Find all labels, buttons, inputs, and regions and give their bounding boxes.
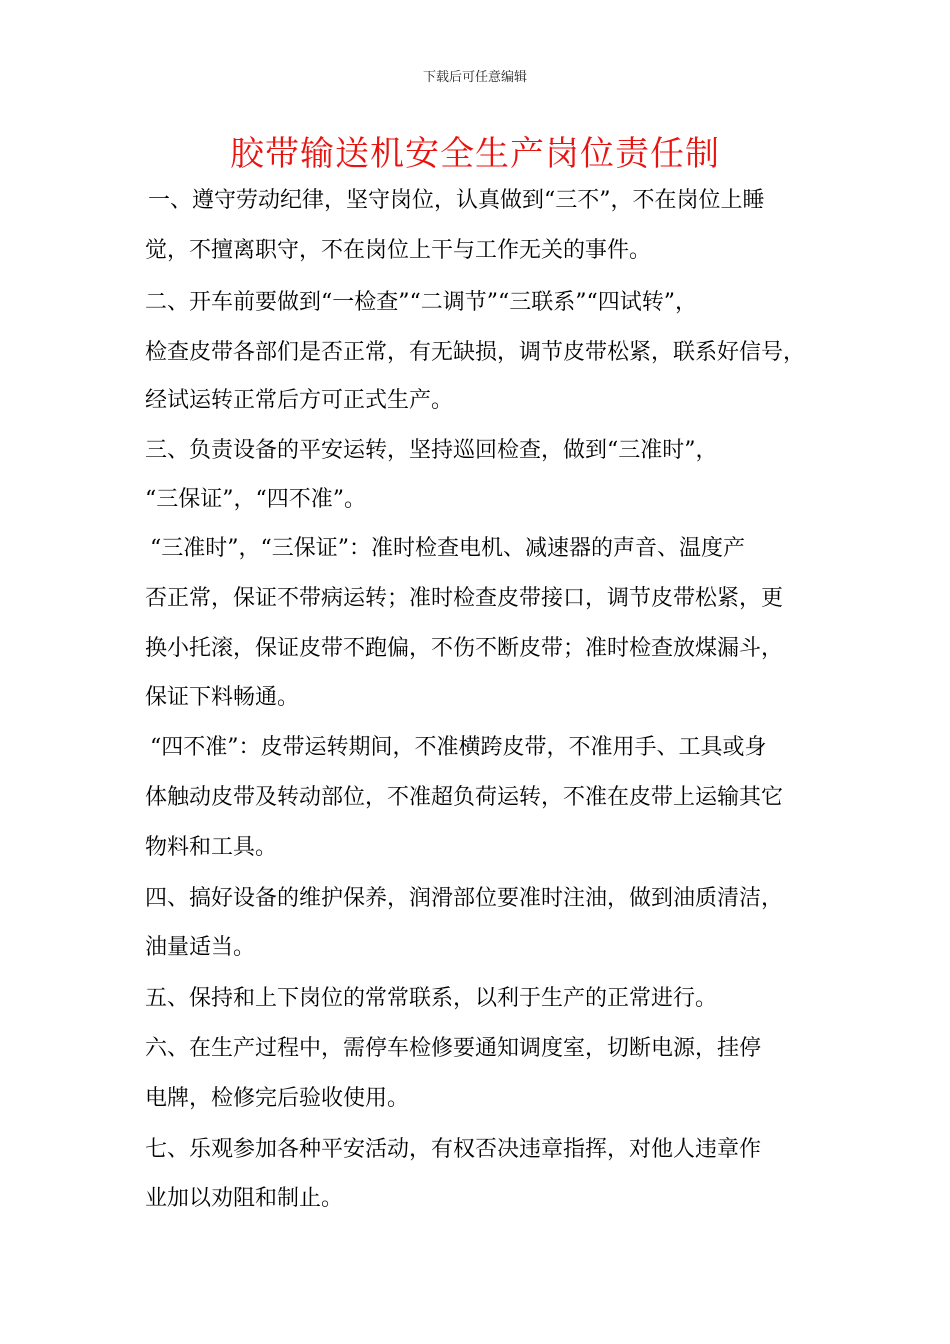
- text-line: 否正常，保证不带病运转；准时检查皮带接口，调节皮带松紧，更: [145, 586, 784, 611]
- text-line: 六、在生产过程中，需停车检修要通知调度室，切断电源，挂停: [145, 1036, 762, 1061]
- text-line: 二、开车前要做到“一检查”“二调节”“三联系”“四试转”，: [145, 290, 697, 315]
- text-line: 一、遵守劳动纪律，坚守岗位，认真做到“三不”，不在岗位上睡: [148, 188, 765, 213]
- text-line: 油量适当。: [145, 935, 256, 960]
- text-line: 业加以劝阻和制止。: [145, 1186, 344, 1211]
- text-line: 觉，不擅离职守，不在岗位上干与工作无关的事件。: [145, 238, 652, 263]
- text-line: “四不准”：皮带运转期间，不准横跨皮带，不准用手、工具或身: [150, 735, 767, 760]
- text-line: 五、保持和上下岗位的常常联系，以利于生产的正常进行。: [145, 986, 718, 1011]
- text-line: 七、乐观参加各种平安活动，有权否决违章指挥，对他人违章作: [145, 1137, 762, 1162]
- document-title: 胶带输送机安全生产岗位责任制: [230, 134, 720, 174]
- text-line: 体触动皮带及转动部位，不准超负荷运转，不准在皮带上运输其它: [145, 785, 784, 810]
- text-line: “三准时”，“三保证”：准时检查电机、减速器的声音、温度产: [150, 536, 745, 561]
- header-note: 下载后可任意编辑: [422, 70, 527, 85]
- text-line: 电牌，检修完后验收使用。: [145, 1086, 410, 1111]
- text-line: 物料和工具。: [145, 835, 278, 860]
- text-line: 换小托滚，保证皮带不跑偏，不伤不断皮带；准时检查放煤漏斗，: [145, 636, 784, 661]
- text-line: 经试运转正常后方可正式生产。: [145, 388, 454, 413]
- text-line: 四、搞好设备的维护保养，润滑部位要准时注油，做到油质清洁，: [145, 886, 784, 911]
- text-line: “三保证”，“四不准”。: [145, 487, 366, 512]
- text-line: 保证下料畅通。: [145, 685, 300, 710]
- text-line: 检查皮带各部们是否正常，有无缺损，调节皮带松紧，联系好信号，: [145, 340, 806, 365]
- text-line: 三、负责设备的平安运转，坚持巡回检查，做到“三准时”，: [145, 438, 718, 463]
